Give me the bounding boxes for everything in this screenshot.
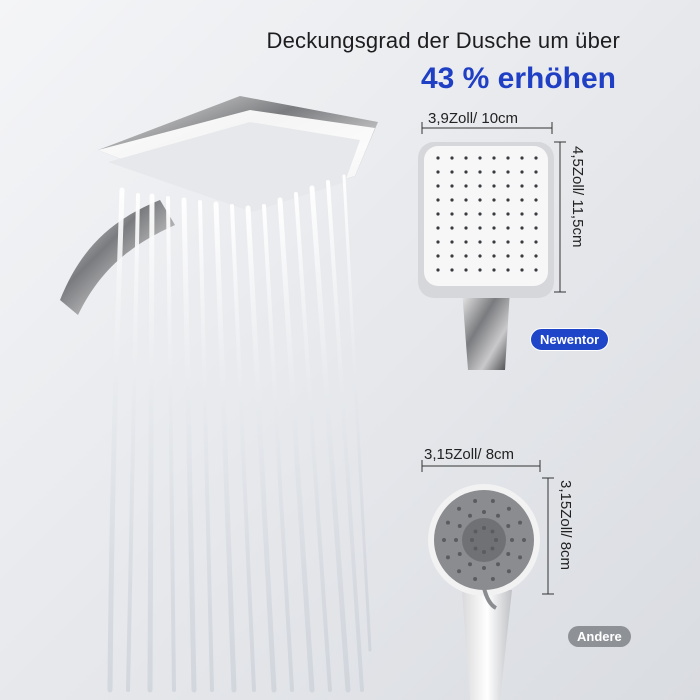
nozzle-dot (436, 156, 439, 159)
nozzle-dot (492, 268, 495, 271)
nozzle-dot (473, 499, 477, 503)
newentor-width-label: 3,9Zoll/ 10cm (428, 110, 519, 127)
nozzle-dot (468, 514, 472, 518)
nozzle-dot (490, 546, 494, 550)
nozzle-dot (492, 184, 495, 187)
nozzle-dot (450, 226, 453, 229)
nozzle-dot (454, 538, 458, 542)
nozzle-dot (506, 156, 509, 159)
nozzle-dot (436, 240, 439, 243)
nozzle-dot (446, 555, 450, 559)
nozzle-dot (520, 156, 523, 159)
nozzle-dot (478, 156, 481, 159)
nozzle-dot (520, 212, 523, 215)
water-streams (110, 176, 370, 690)
nozzle-dot (457, 507, 461, 511)
nozzle-dot (482, 526, 486, 530)
nozzle-dot (534, 198, 537, 201)
nozzle-dot (492, 170, 495, 173)
nozzle-dot (474, 530, 478, 534)
nozzle-dot (534, 240, 537, 243)
nozzle-dot (458, 524, 462, 528)
nozzle-dot (450, 184, 453, 187)
nozzle-dot (482, 566, 486, 570)
nozzle-dot (492, 240, 495, 243)
nozzle-dot (520, 268, 523, 271)
nozzle-dot (520, 240, 523, 243)
nozzle-dot (507, 507, 511, 511)
nozzle-dot (450, 240, 453, 243)
nozzle-dot (478, 254, 481, 257)
other-shower-head (422, 460, 554, 700)
nozzle-dot (436, 170, 439, 173)
nozzle-dot (478, 240, 481, 243)
nozzle-dot (494, 538, 498, 542)
nozzle-dot (506, 226, 509, 229)
nozzle-dot (457, 569, 461, 573)
nozzle-dot (436, 254, 439, 257)
headline-accent: 43 % erhöhen (420, 62, 616, 95)
nozzle-dot (520, 170, 523, 173)
nozzle-dot (506, 184, 509, 187)
nozzle-dot (464, 212, 467, 215)
nozzle-dot (534, 212, 537, 215)
nozzle-dot (492, 226, 495, 229)
nozzle-dot (468, 562, 472, 566)
newentor-badge: Newentor (530, 328, 609, 351)
nozzle-dot (522, 538, 526, 542)
nozzle-dot (436, 226, 439, 229)
nozzle-dot (490, 530, 494, 534)
nozzle-dot (436, 184, 439, 187)
nozzle-dot (492, 212, 495, 215)
nozzle-dot (478, 268, 481, 271)
nozzle-dot (470, 538, 474, 542)
nozzle-dot (496, 562, 500, 566)
nozzle-dot (506, 212, 509, 215)
nozzle-dot (492, 198, 495, 201)
nozzle-dot (506, 524, 510, 528)
nozzle-dot (464, 268, 467, 271)
nozzle-dot (436, 198, 439, 201)
nozzle-dot (436, 268, 439, 271)
nozzle-dot (474, 546, 478, 550)
nozzle-dot (492, 156, 495, 159)
nozzle-dot (478, 184, 481, 187)
nozzle-dot (450, 254, 453, 257)
nozzle-dot (534, 156, 537, 159)
nozzle-dot (464, 184, 467, 187)
nozzle-dot (450, 156, 453, 159)
nozzle-dot (450, 268, 453, 271)
nozzle-dot (510, 538, 514, 542)
nozzle-dot (464, 198, 467, 201)
nozzle-dot (478, 226, 481, 229)
nozzle-dot (464, 254, 467, 257)
nozzle-dot (464, 156, 467, 159)
nozzle-dot (518, 555, 522, 559)
nozzle-dot (450, 198, 453, 201)
nozzle-dot (482, 510, 486, 514)
nozzle-dot (520, 184, 523, 187)
nozzle-dot (446, 521, 450, 525)
other-badge: Andere (568, 626, 631, 647)
nozzle-dot (520, 226, 523, 229)
nozzle-dot (506, 552, 510, 556)
nozzle-dot (506, 170, 509, 173)
nozzle-dot (492, 254, 495, 257)
nozzle-dot (534, 226, 537, 229)
nozzle-dot (473, 577, 477, 581)
nozzle-dot (464, 170, 467, 173)
nozzle-dot (482, 550, 486, 554)
nozzle-dot (507, 569, 511, 573)
nozzle-dot (534, 184, 537, 187)
nozzle-dot (450, 212, 453, 215)
headline: Deckungsgrad der Dusche um über (266, 28, 620, 53)
nozzle-dot (506, 254, 509, 257)
nozzle-dot (520, 198, 523, 201)
nozzle-dot (436, 212, 439, 215)
nozzle-dot (491, 499, 495, 503)
nozzle-dot (506, 198, 509, 201)
nozzle-dot (491, 577, 495, 581)
nozzle-dot (534, 268, 537, 271)
nozzle-dot (520, 254, 523, 257)
nozzle-dot (458, 552, 462, 556)
main-shower-head (98, 96, 378, 212)
newentor-height-label: 4,5Zoll/ 11,5cm (569, 146, 586, 248)
nozzle-dot (534, 254, 537, 257)
nozzle-dot (478, 198, 481, 201)
nozzle-dot (478, 212, 481, 215)
nozzle-dot (464, 226, 467, 229)
nozzle-dot (450, 170, 453, 173)
nozzle-dot (496, 514, 500, 518)
nozzle-dot (518, 521, 522, 525)
nozzle-dot (534, 170, 537, 173)
nozzle-dot (478, 170, 481, 173)
nozzle-dot (442, 538, 446, 542)
nozzle-dot (464, 240, 467, 243)
other-height-label: 3,15Zoll/ 8cm (557, 480, 574, 571)
other-width-label: 3,15Zoll/ 8cm (424, 446, 515, 463)
nozzle-dot (506, 240, 509, 243)
nozzle-dot (506, 268, 509, 271)
